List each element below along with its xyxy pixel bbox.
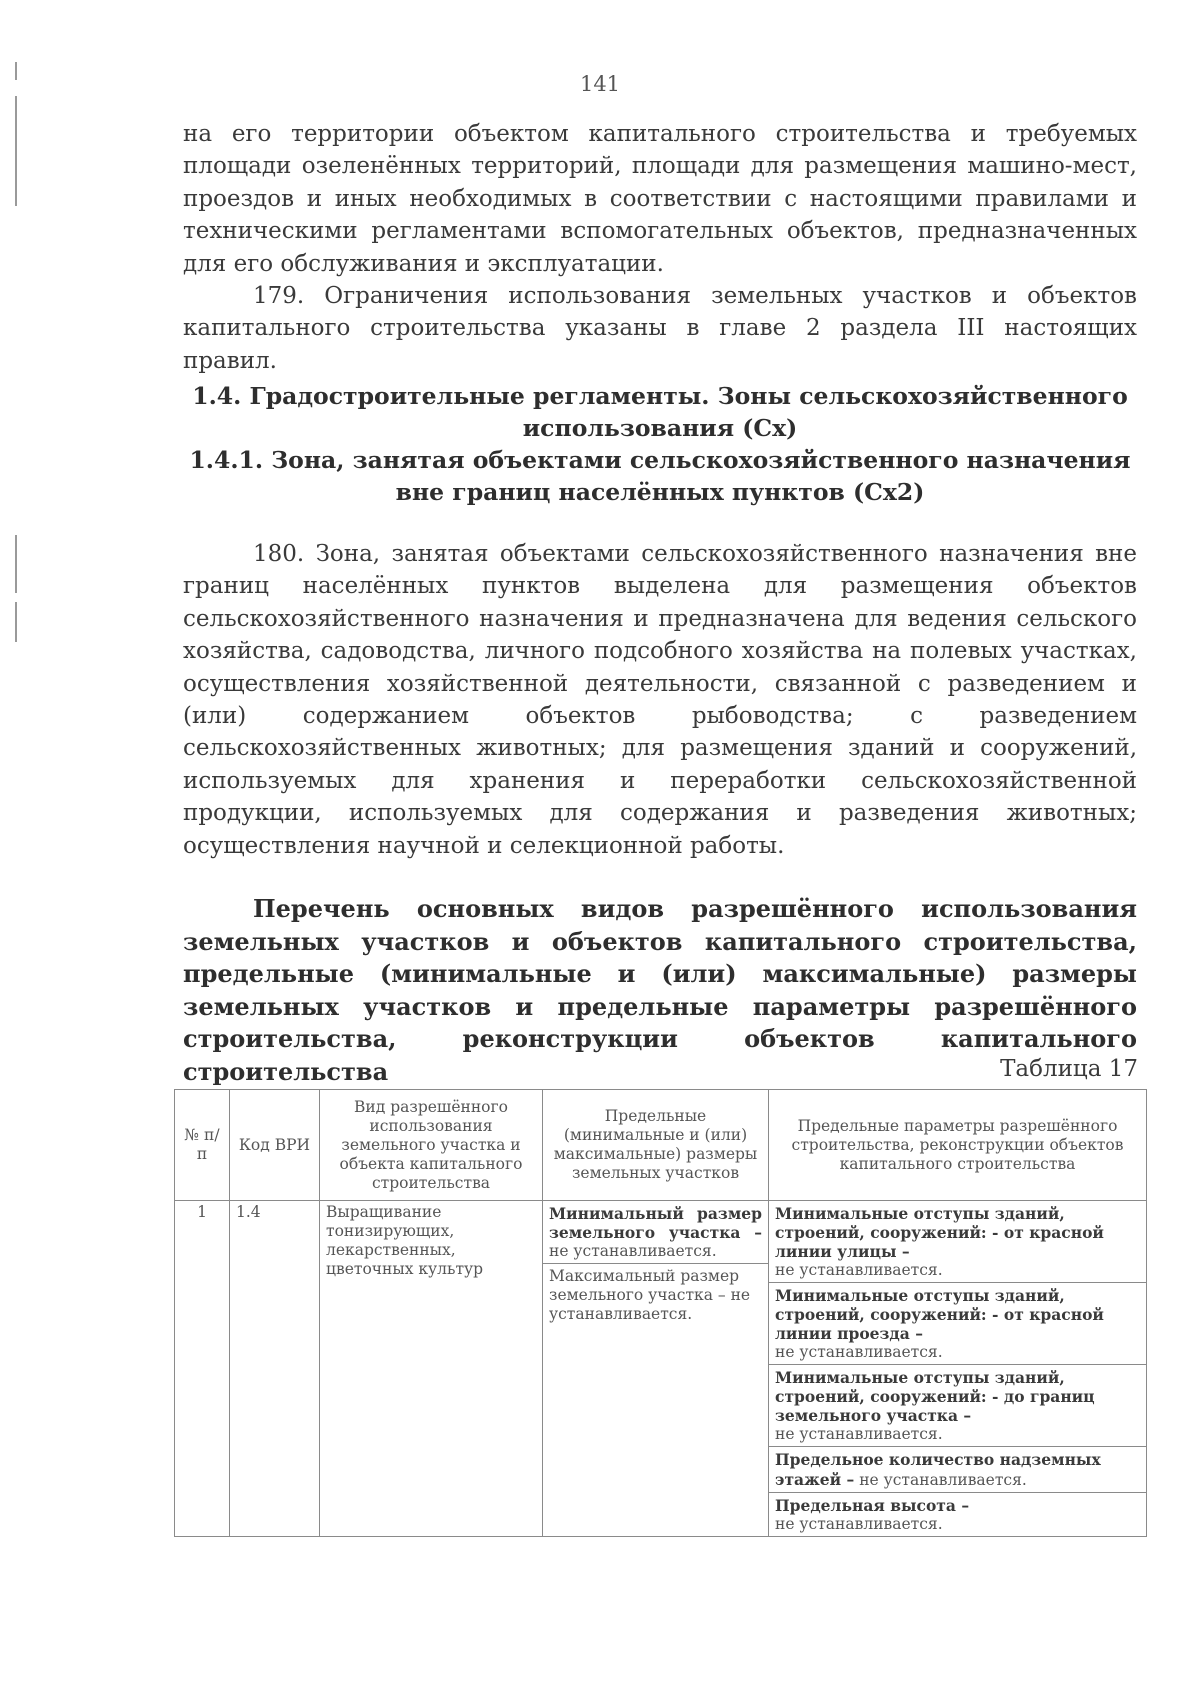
size-max-text: Максимальный размер земельного участка – не устанавливается. xyxy=(549,1267,751,1323)
list-title: Перечень основных видов разрешённого использования земельных участков и объектов капитального строительства, предельные (минимальные и (или) максимальные) размеры земельных участков и предельные параметры разрешённого строительства, реконструкции объектов капитального строительства xyxy=(183,894,1137,1086)
param-label: Предельная высота – xyxy=(775,1496,970,1515)
scan-margin-mark xyxy=(15,535,17,593)
header-plot-sizes: Предельные (минимальные и (или) максимальные) размеры земельных участков xyxy=(543,1090,769,1201)
paragraph-180: 180. Зона, занятая объектами сельскохозяйственного назначения вне границ населённых пунктов выделена для размещения объектов сельскохозяйственного назначения и предназначена для ведения сельского хозяйства, садоводства, личного подсобного хозяйства на полевых участках, осуществления хозяйственной деятельности, связанной с разведением и (или) содержанием объектов рыбоводства; с разведением сельскохозяйственных животных; для размещения зданий и сооружений, используемых для хранения и переработки сельскохозяйственной продукции, используемых для содержания и разведения животных; осуществления научной и селекционной работы. xyxy=(183,541,1137,859)
param-label: Минимальные отступы зданий, строений, сооружений: - от красной линии проезда – xyxy=(775,1286,1104,1343)
param-height xyxy=(769,1493,1146,1536)
scan-margin-mark xyxy=(15,96,17,206)
size-min-label: Минимальный размер земельного участка – xyxy=(549,1204,762,1242)
param-driveway-offset xyxy=(769,1283,1146,1365)
param-street-offset xyxy=(769,1201,1146,1283)
table-row xyxy=(175,1201,1147,1537)
paragraph-179: 179. Ограничения использования земельных участков и объектов капитального строительства указаны в главе 2 раздела III настоящих правил. xyxy=(183,283,1137,374)
param-value: не устанавливается. xyxy=(775,1425,943,1443)
table-header-row xyxy=(175,1090,1147,1201)
param-value: не устанавливается. xyxy=(775,1261,943,1279)
paragraph: на его территории объектом капитального строительства и требуемых площади озеленённых территорий, площади для размещения машино-мест, проездов и иных необходимых в соответствии с настоящими правилами и техническими регламентами вспомогательных объектов, предназначенных для его обслуживания и эксплуатации. xyxy=(183,121,1137,277)
param-label: Минимальные отступы зданий, строений, сооружений: - от красной линии улицы – xyxy=(775,1204,1104,1261)
size-min xyxy=(543,1201,768,1264)
param-floors xyxy=(769,1447,1146,1493)
subsection-heading: 1.4.1. Зона, занятая объектами сельскохозяйственного назначения вне границ населённых пунктов (Сх2) xyxy=(189,446,1131,506)
zone-description xyxy=(183,538,1137,862)
param-boundary-offset xyxy=(769,1365,1146,1447)
header-use-type: Вид разрешённого использования земельного участка и объекта капитального строительства xyxy=(320,1090,543,1201)
intro-text xyxy=(183,118,1137,377)
row-number: 1 xyxy=(175,1201,230,1537)
row-plot-sizes xyxy=(543,1201,769,1537)
row-build-params xyxy=(769,1201,1147,1537)
param-value: не устанавливается. xyxy=(775,1343,943,1361)
size-max xyxy=(543,1264,768,1361)
param-value: не устанавливается. xyxy=(859,1471,1027,1489)
page-number: 141 xyxy=(579,72,621,96)
header-build-params: Предельные параметры разрешённого строительства, реконструкции объектов капитального строительства xyxy=(769,1090,1147,1201)
param-label: Минимальные отступы зданий, строений, сооружений: - до границ земельного участка – xyxy=(775,1368,1095,1425)
row-use-type: Выращивание тонизирующих, лекарственных, цветочных культур xyxy=(320,1201,543,1537)
header-number: № п/п xyxy=(175,1090,230,1201)
param-label: Предельное количество надземных этажей – xyxy=(775,1450,1101,1489)
scan-margin-mark xyxy=(15,602,17,642)
regulations-table xyxy=(174,1089,1147,1537)
section-heading: 1.4. Градостроительные регламенты. Зоны сельскохозяйственного использования (Сх) xyxy=(192,382,1128,442)
header-code: Код ВРИ xyxy=(230,1090,320,1201)
param-value: не устанавливается. xyxy=(775,1515,943,1533)
size-min-value: не устанавливается. xyxy=(549,1242,717,1260)
table-caption: Таблица 17 xyxy=(1000,1056,1138,1082)
row-code: 1.4 xyxy=(230,1201,320,1537)
